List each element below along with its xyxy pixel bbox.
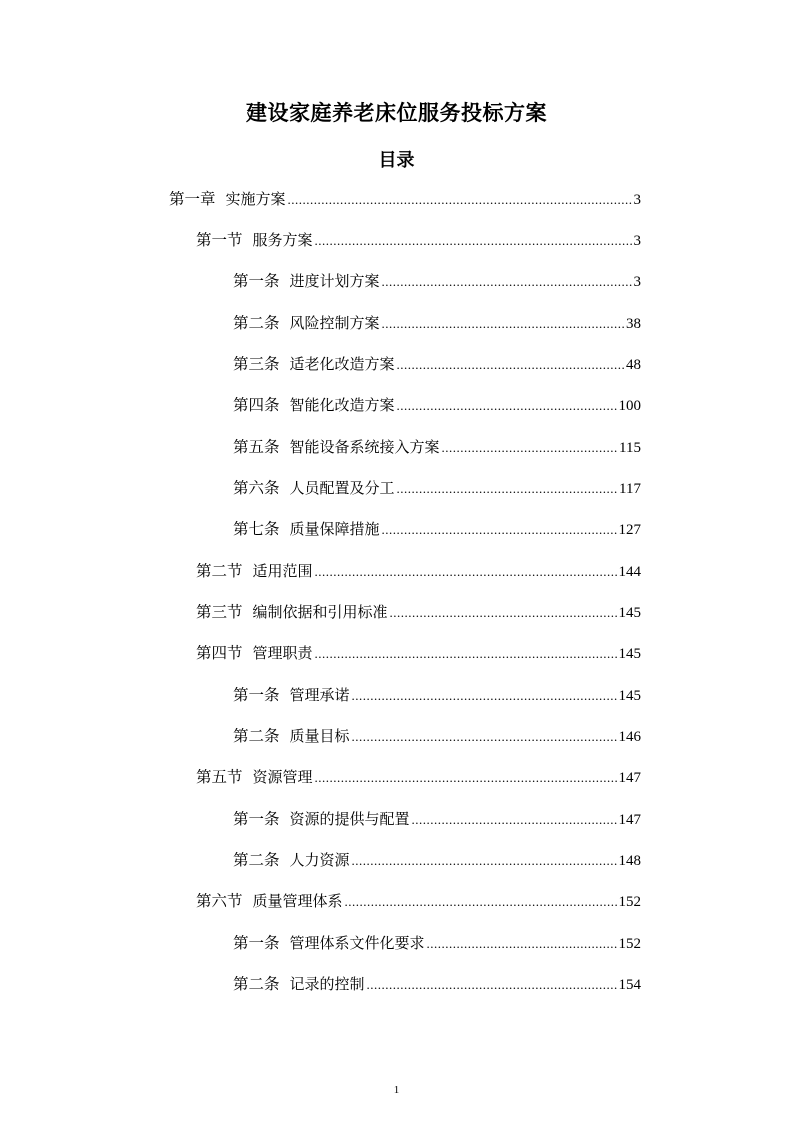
toc-entry[interactable] — [169, 187, 641, 211]
toc-entry-title: 质量保障措施 — [289, 520, 380, 538]
toc-heading: 目录 — [378, 150, 415, 171]
toc-dot-leader — [315, 642, 617, 666]
toc-entry[interactable] — [233, 393, 641, 417]
toc-dot-leader — [345, 890, 617, 914]
toc-entry-number: 第四节 — [196, 644, 243, 662]
toc-entry-title: 管理职责 — [252, 644, 313, 662]
toc-entry[interactable] — [196, 765, 641, 789]
toc-entry-page: 48 — [626, 357, 641, 373]
toc-dot-leader — [442, 436, 618, 460]
toc-entry-page: 144 — [618, 564, 641, 580]
toc-entry-page: 145 — [618, 688, 641, 704]
toc-entry-title: 资源的提供与配置 — [289, 810, 410, 828]
toc-dot-leader — [427, 932, 617, 956]
toc-entry-title: 记录的控制 — [289, 975, 365, 993]
toc-entry-page: 154 — [618, 977, 641, 993]
toc-entry-title: 适老化改造方案 — [289, 355, 395, 373]
toc-entry-title: 管理体系文件化要求 — [289, 934, 425, 952]
toc-entry-page: 146 — [618, 729, 641, 745]
toc-entry-number: 第三节 — [196, 603, 243, 621]
toc-dot-leader — [390, 601, 617, 625]
toc-entry-page: 117 — [619, 481, 641, 497]
toc-entry-title: 人员配置及分工 — [289, 479, 395, 497]
toc-dot-leader — [315, 560, 617, 584]
toc-entry-page: 100 — [618, 398, 641, 414]
toc-entry-title: 进度计划方案 — [289, 272, 380, 290]
toc-dot-leader — [352, 684, 617, 708]
toc-entry-number: 第一条 — [233, 272, 280, 290]
toc-entry[interactable] — [233, 476, 641, 500]
toc-entry-page: 147 — [618, 770, 641, 786]
page-number: 1 — [393, 1084, 400, 1096]
toc-entry-page: 38 — [626, 316, 641, 332]
toc-entry-page: 145 — [618, 646, 641, 662]
toc-entry-number: 第一条 — [233, 686, 280, 704]
toc-entry-title: 实施方案 — [225, 190, 286, 208]
toc-entry-title: 质量管理体系 — [252, 892, 343, 910]
toc-entry-title: 适用范围 — [252, 562, 313, 580]
toc-entry-page: 3 — [633, 233, 641, 249]
toc-entry-page: 3 — [633, 192, 641, 208]
toc-dot-leader — [367, 973, 617, 997]
toc-entry-number: 第一章 — [169, 190, 216, 208]
toc-entry-title: 智能化改造方案 — [289, 396, 395, 414]
toc-entry-number: 第二条 — [233, 975, 280, 993]
toc-entry-page: 147 — [618, 812, 641, 828]
toc-dot-leader — [382, 518, 617, 542]
toc-dot-leader — [288, 188, 632, 212]
toc-dot-leader — [382, 270, 632, 294]
toc-entry-page: 152 — [618, 894, 641, 910]
toc-entry-number: 第五节 — [196, 768, 243, 786]
toc-entry[interactable] — [233, 352, 641, 376]
toc-entry-number: 第二条 — [233, 314, 280, 332]
toc-entry-title: 人力资源 — [289, 851, 350, 869]
toc-entry[interactable] — [233, 807, 641, 831]
toc-dot-leader — [315, 229, 632, 253]
toc-entry-number: 第二条 — [233, 727, 280, 745]
document-title: 建设家庭养老床位服务投标方案 — [246, 101, 547, 125]
toc-dot-leader — [397, 394, 617, 418]
toc-entry-title: 资源管理 — [252, 768, 313, 786]
toc-dot-leader — [397, 477, 618, 501]
toc-entry[interactable] — [196, 228, 641, 252]
toc-entry-title: 编制依据和引用标准 — [252, 603, 388, 621]
toc-entry-number: 第四条 — [233, 396, 280, 414]
toc-entry-page: 115 — [619, 440, 641, 456]
toc-dot-leader — [352, 849, 617, 873]
toc-entry[interactable] — [233, 269, 641, 293]
toc-entry[interactable] — [196, 889, 641, 913]
toc-entry-number: 第七条 — [233, 520, 280, 538]
toc-entry-number: 第三条 — [233, 355, 280, 373]
toc-entry[interactable] — [233, 311, 641, 335]
toc-dot-leader — [382, 312, 624, 336]
toc-dot-leader — [412, 808, 617, 832]
toc-entry[interactable] — [196, 641, 641, 665]
toc-dot-leader — [315, 766, 617, 790]
toc-entry[interactable] — [233, 435, 641, 459]
toc-entry[interactable] — [196, 559, 641, 583]
toc-entry-page: 148 — [618, 853, 641, 869]
toc-entry[interactable] — [233, 724, 641, 748]
toc-entry-page: 127 — [618, 522, 641, 538]
toc-entry-number: 第一条 — [233, 810, 280, 828]
toc-entry-title: 智能设备系统接入方案 — [289, 438, 440, 456]
toc-entry-number: 第二条 — [233, 851, 280, 869]
toc-entry-number: 第六节 — [196, 892, 243, 910]
toc-entry[interactable] — [196, 600, 641, 624]
toc-entry-number: 第六条 — [233, 479, 280, 497]
toc-entry-number: 第一条 — [233, 934, 280, 952]
toc-dot-leader — [397, 353, 624, 377]
toc-entry-page: 145 — [618, 605, 641, 621]
toc-entry-page: 152 — [618, 936, 641, 952]
toc-entry-title: 风险控制方案 — [289, 314, 380, 332]
toc-entry-number: 第二节 — [196, 562, 243, 580]
toc-entry-page: 3 — [633, 274, 641, 290]
toc-entry-title: 服务方案 — [252, 231, 313, 249]
toc-entry[interactable] — [233, 683, 641, 707]
toc-entry-number: 第五条 — [233, 438, 280, 456]
toc-entry[interactable] — [233, 931, 641, 955]
toc-entry[interactable] — [233, 972, 641, 996]
toc-entry-title: 管理承诺 — [289, 686, 350, 704]
toc-entry-number: 第一节 — [196, 231, 243, 249]
toc-dot-leader — [352, 725, 617, 749]
toc-entry-title: 质量目标 — [289, 727, 350, 745]
toc-entry[interactable] — [233, 848, 641, 872]
toc-entry[interactable] — [233, 517, 641, 541]
